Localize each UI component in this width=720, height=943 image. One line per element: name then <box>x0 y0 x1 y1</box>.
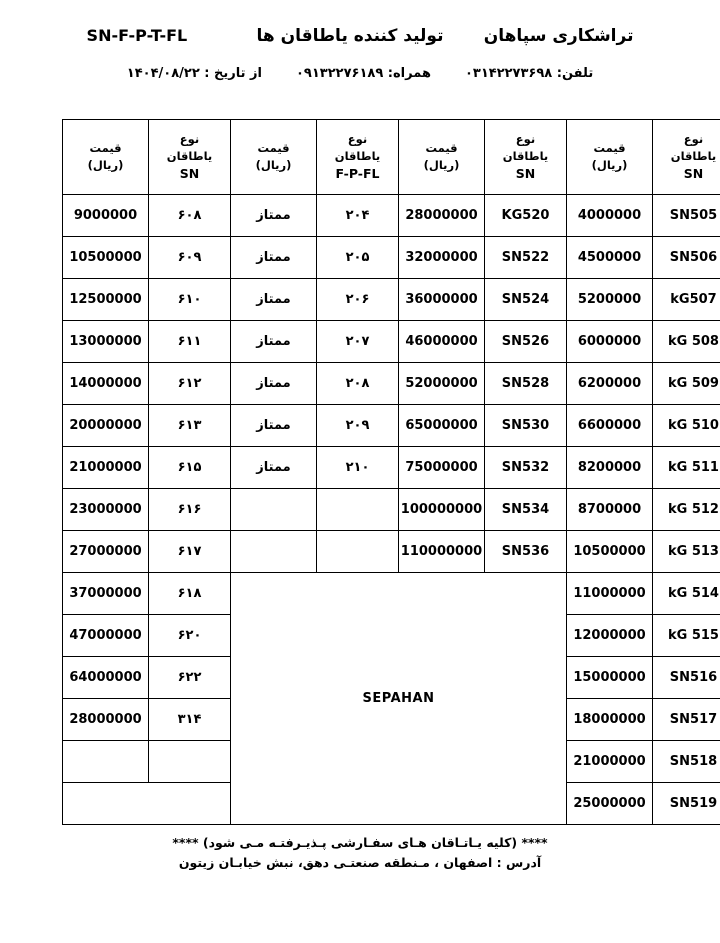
column-header-price-3: قیمت (ریال) <box>231 120 317 195</box>
cell-sn: SN526 <box>485 321 567 363</box>
cell-sn: ۶۱۷ <box>149 531 231 573</box>
cell-price: 75000000 <box>399 447 485 489</box>
cell-price <box>231 531 317 573</box>
cell-sn: kG 513 <box>653 531 720 573</box>
table-row <box>63 279 720 321</box>
header-contact-row <box>0 66 720 81</box>
cell-price: 21000000 <box>63 447 149 489</box>
cell-price: 9000000 <box>63 195 149 237</box>
cell-fpfl: ۲۱۰ <box>317 447 399 489</box>
cell-price: 4500000 <box>567 237 653 279</box>
cell-fpfl: ۲۰۹ <box>317 405 399 447</box>
cell-sn: ۶۱۲ <box>149 363 231 405</box>
cell-sn: ۶۱۳ <box>149 405 231 447</box>
cell-price: 36000000 <box>399 279 485 321</box>
price-table <box>62 119 720 825</box>
cell-sn: SN505 <box>653 195 720 237</box>
cell-price: 18000000 <box>567 699 653 741</box>
cell-price: 20000000 <box>63 405 149 447</box>
cell-price: 21000000 <box>567 741 653 783</box>
cell-price: 110000000 <box>399 531 485 573</box>
cell-price: 11000000 <box>567 573 653 615</box>
cell-fpfl <box>317 489 399 531</box>
price-table-container <box>62 119 719 825</box>
column-header-price-2: قیمت (ریال) <box>399 120 485 195</box>
cell-price: 32000000 <box>399 237 485 279</box>
phone-label: تلفن: ۰۳۱۴۲۲۷۳۶۹۸ <box>464 66 594 81</box>
cell-sn-empty <box>149 741 231 783</box>
cell-price: ممتاز <box>231 447 317 489</box>
cell-sn: SN522 <box>485 237 567 279</box>
cell-sn: SN517 <box>653 699 720 741</box>
cell-price: 5200000 <box>567 279 653 321</box>
cell-sn: kG 509 <box>653 363 720 405</box>
cell-price: 47000000 <box>63 615 149 657</box>
footer-note: **** (کلیه یـاتـاقان هـای سفـارشی پـذیـرفتـه مـی شود) **** <box>172 835 548 850</box>
cell-sn: kG507 <box>653 279 720 321</box>
cell-price: 27000000 <box>63 531 149 573</box>
column-header-fpfl: نوع یاطاقان F-P-FL <box>317 120 399 195</box>
cell-price: ممتاز <box>231 321 317 363</box>
model-code: SN-F-P-T-FL <box>86 26 188 45</box>
cell-sn: ۶۱۱ <box>149 321 231 363</box>
cell-sn: kG 508 <box>653 321 720 363</box>
cell-price: 6600000 <box>567 405 653 447</box>
cell-price: 8700000 <box>567 489 653 531</box>
cell-price: 13000000 <box>63 321 149 363</box>
cell-fpfl <box>317 531 399 573</box>
cell-price: 12000000 <box>567 615 653 657</box>
cell-sn: ۶۱۰ <box>149 279 231 321</box>
cell-price: 64000000 <box>63 657 149 699</box>
cell-fpfl: ۲۰۴ <box>317 195 399 237</box>
cell-sn: kG 510 <box>653 405 720 447</box>
cell-price: 52000000 <box>399 363 485 405</box>
cell-sn: SN519 <box>653 783 720 825</box>
company-name: تراشکاری سپاهان <box>483 26 634 46</box>
cell-sn: kG 512 <box>653 489 720 531</box>
cell-sn: KG520 <box>485 195 567 237</box>
cell-sn: SN528 <box>485 363 567 405</box>
column-header-sn-2: نوع یاطاقان SN <box>485 120 567 195</box>
cell-price: ممتاز <box>231 279 317 321</box>
column-header-price-4: قیمت (ریال) <box>63 120 149 195</box>
cell-sn: ۳۱۴ <box>149 699 231 741</box>
sepahan-merged-cell: SEPAHAN <box>231 573 567 825</box>
cell-sn: SN532 <box>485 447 567 489</box>
cell-price: ممتاز <box>231 237 317 279</box>
cell-sn-empty <box>63 783 231 825</box>
cell-price: 10500000 <box>567 531 653 573</box>
cell-price: ممتاز <box>231 195 317 237</box>
cell-sn: SN524 <box>485 279 567 321</box>
cell-price: 10500000 <box>63 237 149 279</box>
cell-price: ممتاز <box>231 363 317 405</box>
table-row <box>63 363 720 405</box>
cell-sn: SN534 <box>485 489 567 531</box>
cell-sn: ۶۱۵ <box>149 447 231 489</box>
header-title-row <box>0 26 720 46</box>
column-header-sn-1: نوع یاطاقان SN <box>653 120 720 195</box>
cell-sn: ۶۲۰ <box>149 615 231 657</box>
cell-price: 28000000 <box>63 699 149 741</box>
mobile-label: همراه: ۰۹۱۳۲۲۷۶۱۸۹ <box>296 66 431 81</box>
cell-price: 4000000 <box>567 195 653 237</box>
column-header-price-1: قیمت (ریال) <box>567 120 653 195</box>
cell-sn: SN536 <box>485 531 567 573</box>
cell-price: 46000000 <box>399 321 485 363</box>
table-row <box>63 237 720 279</box>
cell-fpfl: ۲۰۷ <box>317 321 399 363</box>
cell-sn: SN506 <box>653 237 720 279</box>
cell-sn: ۶۱۸ <box>149 573 231 615</box>
table-row <box>63 489 720 531</box>
footer-address: آدرس : اصفهان ، مـنطقه صنعتـی دهق، نبش خیابـان زیتون <box>178 855 542 870</box>
cell-sn: SN530 <box>485 405 567 447</box>
table-row <box>63 321 720 363</box>
cell-price: 37000000 <box>63 573 149 615</box>
cell-fpfl: ۲۰۶ <box>317 279 399 321</box>
cell-price <box>231 489 317 531</box>
column-header-sn-3: نوع یاطاقان SN <box>149 120 231 195</box>
cell-price: 6000000 <box>567 321 653 363</box>
cell-sn: kG 515 <box>653 615 720 657</box>
cell-sn: SN516 <box>653 657 720 699</box>
cell-price: 6200000 <box>567 363 653 405</box>
cell-price: 25000000 <box>567 783 653 825</box>
producer-text: تولید کننده یاطاقان ها <box>256 26 444 46</box>
document-footer <box>0 835 720 870</box>
cell-price: 12500000 <box>63 279 149 321</box>
cell-sn: SN518 <box>653 741 720 783</box>
cell-price-empty <box>63 741 149 783</box>
cell-price: 8200000 <box>567 447 653 489</box>
cell-fpfl: ۲۰۸ <box>317 363 399 405</box>
cell-price: 100000000 <box>399 489 485 531</box>
cell-price: ممتاز <box>231 405 317 447</box>
cell-price: 15000000 <box>567 657 653 699</box>
document-header <box>0 0 720 81</box>
cell-sn: kG 511 <box>653 447 720 489</box>
cell-price: 23000000 <box>63 489 149 531</box>
table-row <box>63 447 720 489</box>
table-row <box>63 531 720 573</box>
table-row <box>63 573 720 615</box>
cell-sn: kG 514 <box>653 573 720 615</box>
table-row <box>63 195 720 237</box>
cell-fpfl: ۲۰۵ <box>317 237 399 279</box>
cell-price: 28000000 <box>399 195 485 237</box>
cell-price: 14000000 <box>63 363 149 405</box>
date-label: از تاریخ : ۱۴۰۴/۰۸/۲۲ <box>126 66 262 81</box>
cell-sn: ۶۱۶ <box>149 489 231 531</box>
cell-sn: ۶۲۲ <box>149 657 231 699</box>
cell-sn: ۶۰۹ <box>149 237 231 279</box>
table-header-row <box>63 120 720 195</box>
table-row <box>63 405 720 447</box>
cell-sn: ۶۰۸ <box>149 195 231 237</box>
cell-price: 65000000 <box>399 405 485 447</box>
